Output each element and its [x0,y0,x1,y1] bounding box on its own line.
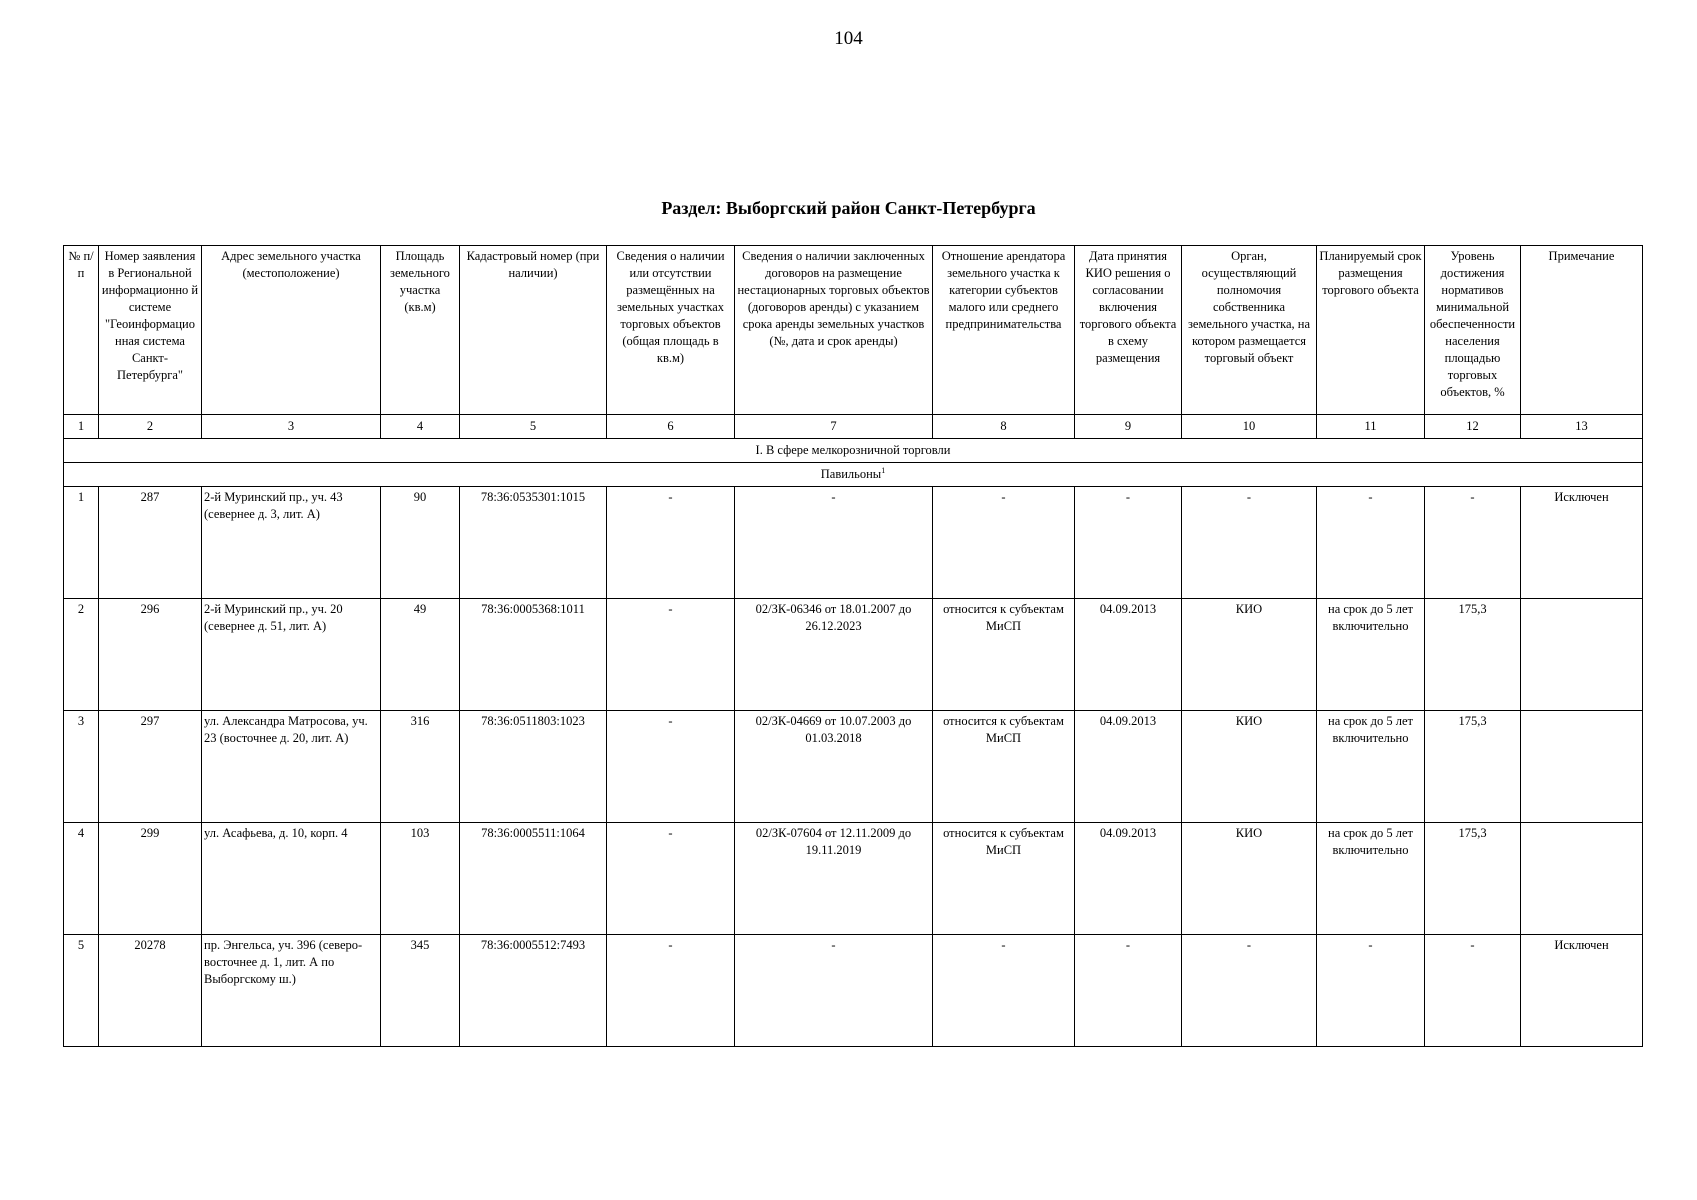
sme-status-cell: - [933,487,1075,599]
column-number: 11 [1317,415,1425,439]
level-cell: - [1425,935,1521,1047]
cadastral-number-cell: 78:36:0005512:7493 [460,935,607,1047]
application-number-cell: 299 [99,823,202,935]
table-row [64,935,1643,1047]
header-cell: Уровень достижения нормативов минимальной обеспеченности населения площадью торговых объектов, % [1425,246,1521,415]
term-cell: на срок до 5 лет включительно [1317,823,1425,935]
header-cell: Дата принятия КИО решения о согласовании включения торгового объекта в схему размещения [1075,246,1182,415]
area-cell: 316 [381,711,460,823]
existing-objects-cell: - [607,599,735,711]
note-cell [1521,599,1643,711]
column-number: 4 [381,415,460,439]
table-row [64,711,1643,823]
existing-objects-cell: - [607,935,735,1047]
header-cell: Примечание [1521,246,1643,415]
note-cell [1521,823,1643,935]
note-cell [1521,711,1643,823]
application-number-cell: 287 [99,487,202,599]
header-cell: Отношение арендатора земельного участка к категории субъектов малого или среднего предпринимательства [933,246,1075,415]
column-number: 7 [735,415,933,439]
sme-status-cell: относится к субъектам МиСП [933,711,1075,823]
term-cell: - [1317,487,1425,599]
application-number-cell: 297 [99,711,202,823]
area-cell: 103 [381,823,460,935]
cadastral-number-cell: 78:36:0005511:1064 [460,823,607,935]
authority-cell: КИО [1182,823,1317,935]
sme-status-cell: относится к субъектам МиСП [933,599,1075,711]
term-cell: - [1317,935,1425,1047]
column-number: 1 [64,415,99,439]
kio-date-cell: 04.09.2013 [1075,599,1182,711]
kio-date-cell: 04.09.2013 [1075,823,1182,935]
subgroup-title: Павильоны [820,467,882,481]
column-number: 3 [202,415,381,439]
cadastral-number-cell: 78:36:0005368:1011 [460,599,607,711]
authority-cell: - [1182,935,1317,1047]
column-number: 10 [1182,415,1317,439]
note-cell: Исключен [1521,487,1643,599]
header-cell: Площадь земельного участка (кв.м) [381,246,460,415]
contracts-cell: - [735,487,933,599]
level-cell: 175,3 [1425,599,1521,711]
area-cell: 345 [381,935,460,1047]
column-number: 9 [1075,415,1182,439]
contracts-cell: 02/ЗК-07604 от 12.11.2009 до 19.11.2019 [735,823,933,935]
area-cell: 90 [381,487,460,599]
contracts-cell: - [735,935,933,1047]
column-number: 6 [607,415,735,439]
address-cell: ул. Александра Матросова, уч. 23 (восточнее д. 20, лит. А) [202,711,381,823]
group-row [64,439,1643,463]
row-number-cell: 3 [64,711,99,823]
header-cell: Сведения о наличии заключенных договоров на размещение нестационарных торговых объектов (договоров аренды) с указанием срока аренды земельных участков (№, дата и срок аренды) [735,246,933,415]
footnote-marker: 1 [881,465,886,475]
kio-date-cell: - [1075,487,1182,599]
address-cell: 2-й Муринский пр., уч. 43 (севернее д. 3, лит. А) [202,487,381,599]
area-cell: 49 [381,599,460,711]
cadastral-number-cell: 78:36:0511803:1023 [460,711,607,823]
column-number: 5 [460,415,607,439]
row-number-cell: 4 [64,823,99,935]
application-number-cell: 20278 [99,935,202,1047]
header-row [64,246,1643,415]
authority-cell: КИО [1182,711,1317,823]
header-cell: Кадастровый номер (при наличии) [460,246,607,415]
term-cell: на срок до 5 лет включительно [1317,711,1425,823]
table-row [64,599,1643,711]
existing-objects-cell: - [607,823,735,935]
application-number-cell: 296 [99,599,202,711]
cadastral-number-cell: 78:36:0535301:1015 [460,487,607,599]
existing-objects-cell: - [607,711,735,823]
header-cell: № п/п [64,246,99,415]
column-number: 2 [99,415,202,439]
address-cell: пр. Энгельса, уч. 396 (северо-восточнее д. 1, лит. А по Выборгскому ш.) [202,935,381,1047]
subgroup-cell [64,463,1643,487]
authority-cell: КИО [1182,599,1317,711]
header-cell: Планируемый срок размещения торгового объекта [1317,246,1425,415]
header-cell: Орган, осуществляющий полномочия собственника земельного участка, на котором размещается торговый объект [1182,246,1317,415]
table-row [64,487,1643,599]
table-row [64,823,1643,935]
section-title: Раздел: Выборгский район Санкт-Петербурга [661,198,1036,218]
kio-date-cell: - [1075,935,1182,1047]
sme-status-cell: относится к субъектам МиСП [933,823,1075,935]
subgroup-row [64,463,1643,487]
level-cell: - [1425,487,1521,599]
note-cell: Исключен [1521,935,1643,1047]
existing-objects-cell: - [607,487,735,599]
term-cell: на срок до 5 лет включительно [1317,599,1425,711]
kio-date-cell: 04.09.2013 [1075,711,1182,823]
column-number: 13 [1521,415,1643,439]
page-number: 104 [834,28,863,49]
column-number: 12 [1425,415,1521,439]
row-number-cell: 5 [64,935,99,1047]
contracts-cell: 02/ЗК-04669 от 10.07.2003 до 01.03.2018 [735,711,933,823]
address-cell: ул. Асафьева, д. 10, корп. 4 [202,823,381,935]
table-body [64,439,1643,1047]
address-cell: 2-й Муринский пр., уч. 20 (севернее д. 51, лит. А) [202,599,381,711]
level-cell: 175,3 [1425,711,1521,823]
sme-status-cell: - [933,935,1075,1047]
header-cell: Адрес земельного участка (местоположение) [202,246,381,415]
contracts-cell: 02/ЗК-06346 от 18.01.2007 до 26.12.2023 [735,599,933,711]
row-number-cell: 1 [64,487,99,599]
level-cell: 175,3 [1425,823,1521,935]
authority-cell: - [1182,487,1317,599]
row-number-cell: 2 [64,599,99,711]
header-cell: Номер заявления в Региональной информационно й системе "Геоинформацио нная система Санкт-Петербурга" [99,246,202,415]
column-number: 8 [933,415,1075,439]
group-title: I. В сфере мелкорозничной торговли [64,439,1643,463]
column-number-row [64,415,1643,439]
header-cell: Сведения о наличии или отсутствии размещённых на земельных участках торговых объектов (общая площадь в кв.м) [607,246,735,415]
registry-table [63,245,1643,1047]
